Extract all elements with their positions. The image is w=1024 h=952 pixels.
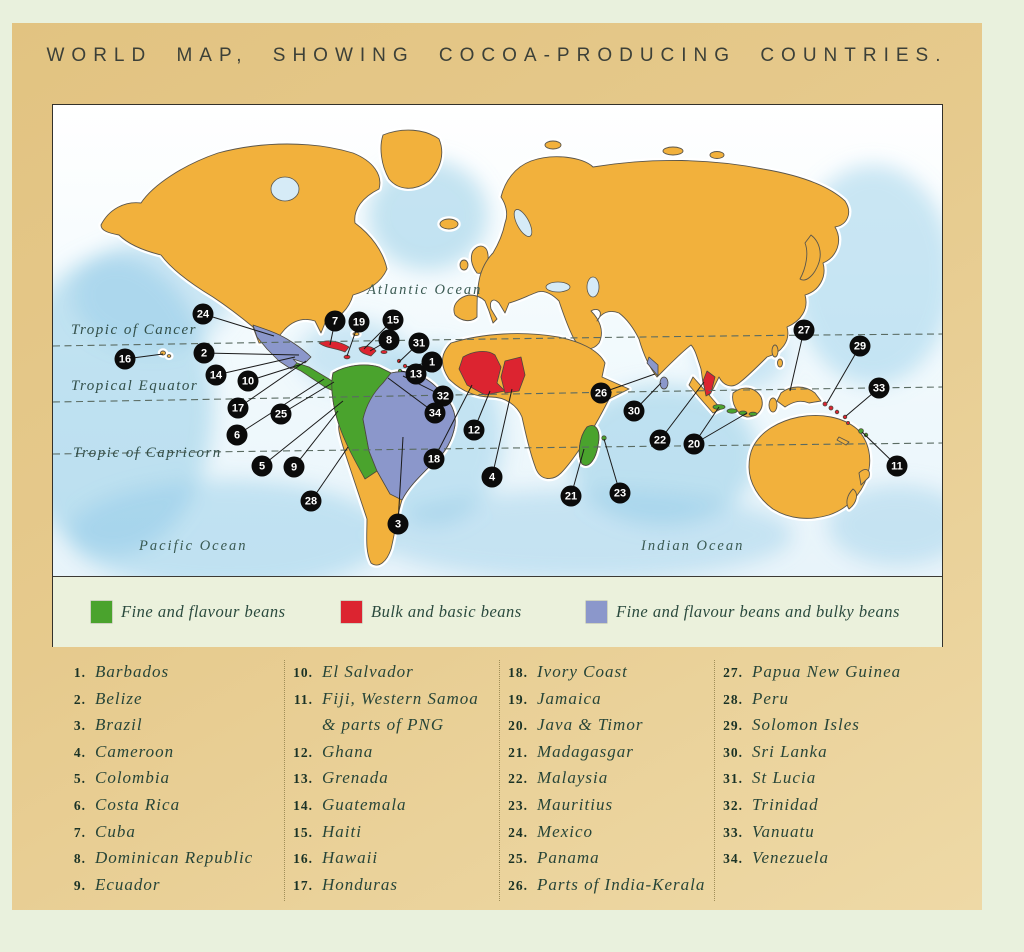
map-marker-number: 13 (409, 368, 423, 381)
country-name: Grenada (322, 768, 389, 788)
map-marker-number: 1 (428, 356, 436, 369)
country-number: 32. (723, 797, 743, 813)
map-marker-number: 10 (241, 375, 255, 388)
map-marker-number: 15 (386, 314, 400, 327)
country-list-item (500, 689, 708, 716)
country-list-item (500, 795, 708, 822)
map-marker-number: 23 (613, 487, 627, 500)
tropic-of-capricorn-label: Tropic of Capricorn (73, 445, 222, 461)
country-name: Barbados (95, 662, 170, 681)
map-marker-number: 14 (209, 369, 223, 382)
map-marker-number: 21 (564, 490, 578, 503)
country-number: 22. (508, 771, 528, 787)
country-number: 24. (508, 824, 528, 840)
country-name: Sri Lanka (752, 741, 828, 761)
country-name: Papua New Guinea (752, 662, 902, 681)
country-column-3 (500, 660, 715, 901)
country-list-item (715, 822, 968, 849)
country-name: Cameroon (95, 741, 175, 761)
country-list-item (58, 742, 278, 769)
country-list-item (500, 848, 708, 875)
island-svalbard (545, 141, 561, 149)
country-number: 14. (293, 797, 313, 813)
page-title: WORLD MAP, SHOWING COCOA-PRODUCING COUNTRIES. (46, 45, 948, 66)
country-list-item (58, 848, 278, 875)
legend-label: Fine and flavour beans and bulky beans (616, 602, 900, 621)
country-name: Ecuador (95, 874, 161, 894)
country-number: 29. (723, 718, 743, 734)
island-philippines-2 (778, 359, 783, 367)
country-name: Colombia (95, 768, 171, 788)
atlantic-ocean-label: Atlantic Ocean (367, 282, 483, 298)
map-marker-number: 29 (853, 340, 867, 353)
map-marker-number: 6 (233, 429, 241, 442)
map-marker-number: 25 (274, 408, 288, 421)
map-marker-number: 22 (653, 434, 667, 447)
map-marker-number: 32 (436, 390, 450, 403)
map-legend (53, 576, 942, 647)
legend-swatch-red (341, 601, 362, 623)
country-list-item (715, 768, 968, 795)
region-vanuatu-2 (846, 421, 849, 424)
country-name: Madagasgar (537, 741, 634, 761)
country-number: 25. (508, 851, 528, 867)
country-number: 9. (73, 877, 86, 893)
region-solomon-1 (823, 402, 827, 406)
country-list-item (58, 689, 278, 716)
country-number: 12. (293, 744, 313, 760)
map-marker-number: 7 (331, 315, 339, 328)
country-list-item (500, 742, 708, 769)
country-list-item (500, 715, 708, 742)
region-solomon-2 (829, 406, 833, 410)
country-name: Jamaica (537, 688, 602, 708)
country-number: 6. (73, 797, 86, 813)
legend-swatch-blue (586, 601, 607, 623)
country-list-item (500, 768, 708, 795)
map-marker-number: 34 (428, 407, 442, 420)
country-number: 26. (508, 877, 528, 893)
country-list-item (715, 662, 968, 689)
map-marker-number: 24 (196, 308, 210, 321)
country-number: 23. (508, 797, 528, 813)
country-name: & parts of PNG (322, 715, 445, 735)
country-number: 34. (723, 851, 743, 867)
book-page (12, 23, 982, 910)
country-number: 3. (73, 718, 86, 734)
country-name: Honduras (322, 874, 399, 894)
country-list-item (715, 742, 968, 769)
country-number: 30. (723, 744, 743, 760)
region-java-3 (739, 411, 747, 415)
map-marker-number: 8 (385, 334, 393, 347)
country-list-item (715, 715, 968, 742)
legend-item-fine-and-bulky (586, 577, 900, 647)
country-list-item (285, 689, 493, 716)
region-sri-lanka (660, 377, 668, 389)
country-number: 5. (73, 771, 86, 787)
country-column-2 (285, 660, 500, 901)
island-philippines-1 (772, 345, 778, 357)
map-marker-number: 17 (231, 402, 245, 415)
country-list-item (285, 662, 493, 689)
country-name: Vanuatu (752, 821, 815, 841)
country-name: Malaysia (537, 768, 609, 788)
country-number: 19. (508, 691, 528, 707)
island-arctic-2 (710, 152, 724, 159)
country-column-1 (58, 660, 285, 901)
country-name: Mexico (537, 821, 594, 841)
country-index (58, 660, 974, 901)
island-sulawesi (769, 398, 777, 412)
country-number: 31. (723, 771, 743, 787)
country-name: Venezuela (752, 848, 829, 868)
country-name: Belize (95, 688, 143, 708)
country-name: Ghana (322, 741, 374, 761)
legend-item-bulk-basic (341, 577, 522, 647)
country-name: Solomon Isles (752, 715, 860, 735)
country-name: Haiti (322, 821, 362, 841)
country-list-item (285, 875, 493, 902)
country-number: 28. (723, 691, 743, 707)
country-number: 8. (73, 851, 86, 867)
legend-swatch-green (91, 601, 112, 623)
caspian-sea (587, 277, 599, 297)
country-list-item (715, 795, 968, 822)
world-map-panel (52, 104, 943, 647)
region-timor (749, 412, 757, 416)
map-marker-number: 9 (290, 461, 298, 474)
country-list-item (715, 689, 968, 716)
indian-ocean-label: Indian Ocean (641, 538, 745, 554)
country-number: 7. (73, 824, 86, 840)
legend-label: Fine and flavour beans (121, 602, 286, 621)
country-list-item (285, 795, 493, 822)
region-solomon-3 (835, 410, 839, 414)
country-number: 4. (73, 744, 86, 760)
country-name: Fiji, Western Samoa (322, 688, 479, 708)
country-name: Ivory Coast (537, 662, 628, 681)
country-list-item (285, 822, 493, 849)
country-list-item (58, 795, 278, 822)
country-column-4 (715, 660, 974, 901)
country-number: 17. (293, 877, 313, 893)
island-arctic-1 (663, 147, 683, 155)
world-map (53, 105, 942, 576)
country-name: Peru (752, 688, 790, 708)
country-name: Java & Timor (537, 715, 644, 735)
country-list-item (500, 822, 708, 849)
country-name: Mauritius (537, 794, 614, 814)
map-marker-number: 11 (891, 460, 903, 473)
map-marker-number: 33 (872, 382, 886, 395)
country-name: Dominican Republic (95, 848, 254, 868)
tropic-of-cancer-label: Tropic of Cancer (71, 322, 197, 338)
country-list-item (58, 715, 278, 742)
country-list-item (500, 662, 708, 689)
country-list-item (58, 822, 278, 849)
hudson-bay (271, 177, 299, 201)
country-list-item (58, 662, 278, 689)
map-marker-number: 30 (627, 405, 641, 418)
country-name: Costa Rica (95, 794, 181, 814)
country-number: 21. (508, 744, 528, 760)
map-marker-number: 3 (394, 518, 402, 531)
legend-item-fine-flavour (91, 577, 286, 647)
country-name: Hawaii (322, 848, 379, 868)
country-list-item (58, 875, 278, 902)
map-marker-number: 5 (258, 460, 266, 473)
island-ireland (460, 260, 468, 270)
country-number: 20. (508, 718, 528, 734)
country-number: 15. (293, 824, 313, 840)
country-number: 13. (293, 771, 313, 787)
island-hawaii-2 (167, 355, 171, 358)
country-name: Guatemala (322, 794, 407, 814)
country-number: 27. (723, 665, 743, 680)
region-puerto-rico (381, 350, 387, 353)
map-marker-number: 16 (118, 353, 132, 366)
country-list-item (285, 715, 493, 742)
map-marker-number: 4 (488, 471, 496, 484)
country-number: 10. (293, 665, 313, 680)
country-name: Panama (537, 848, 600, 868)
island-iceland (440, 219, 458, 229)
country-list-item (285, 768, 493, 795)
map-marker-number: 12 (467, 424, 481, 437)
country-list-item (285, 848, 493, 875)
region-java-2 (727, 409, 737, 413)
country-number: 18. (508, 665, 528, 680)
country-list-item (285, 742, 493, 769)
country-list-item (715, 848, 968, 875)
country-list-item (58, 768, 278, 795)
country-number: 1. (73, 665, 86, 680)
country-number: 2. (73, 691, 86, 707)
map-marker-number: 20 (687, 438, 701, 451)
black-sea (546, 282, 570, 292)
country-list-item (500, 875, 708, 902)
country-name: Brazil (95, 715, 143, 735)
country-number: 11. (293, 691, 313, 707)
legend-label: Bulk and basic beans (371, 602, 522, 621)
country-number: 16. (293, 851, 313, 867)
country-number: 33. (723, 824, 743, 840)
map-marker-number: 19 (352, 316, 366, 329)
map-marker-number: 2 (200, 347, 208, 360)
country-name: Parts of India-Kerala (537, 874, 706, 894)
map-marker-number: 31 (412, 337, 426, 350)
map-marker-number: 27 (797, 324, 811, 337)
tropical-equator-label: Tropical Equator (71, 378, 199, 394)
country-name: St Lucia (752, 768, 817, 788)
map-marker-number: 26 (594, 387, 608, 400)
country-name: Trinidad (752, 794, 819, 814)
country-name: Cuba (95, 821, 136, 841)
pacific-ocean-label: Pacific Ocean (139, 538, 248, 554)
map-marker-number: 18 (427, 453, 441, 466)
country-name: El Salvador (322, 662, 414, 681)
map-marker-number: 28 (304, 495, 318, 508)
